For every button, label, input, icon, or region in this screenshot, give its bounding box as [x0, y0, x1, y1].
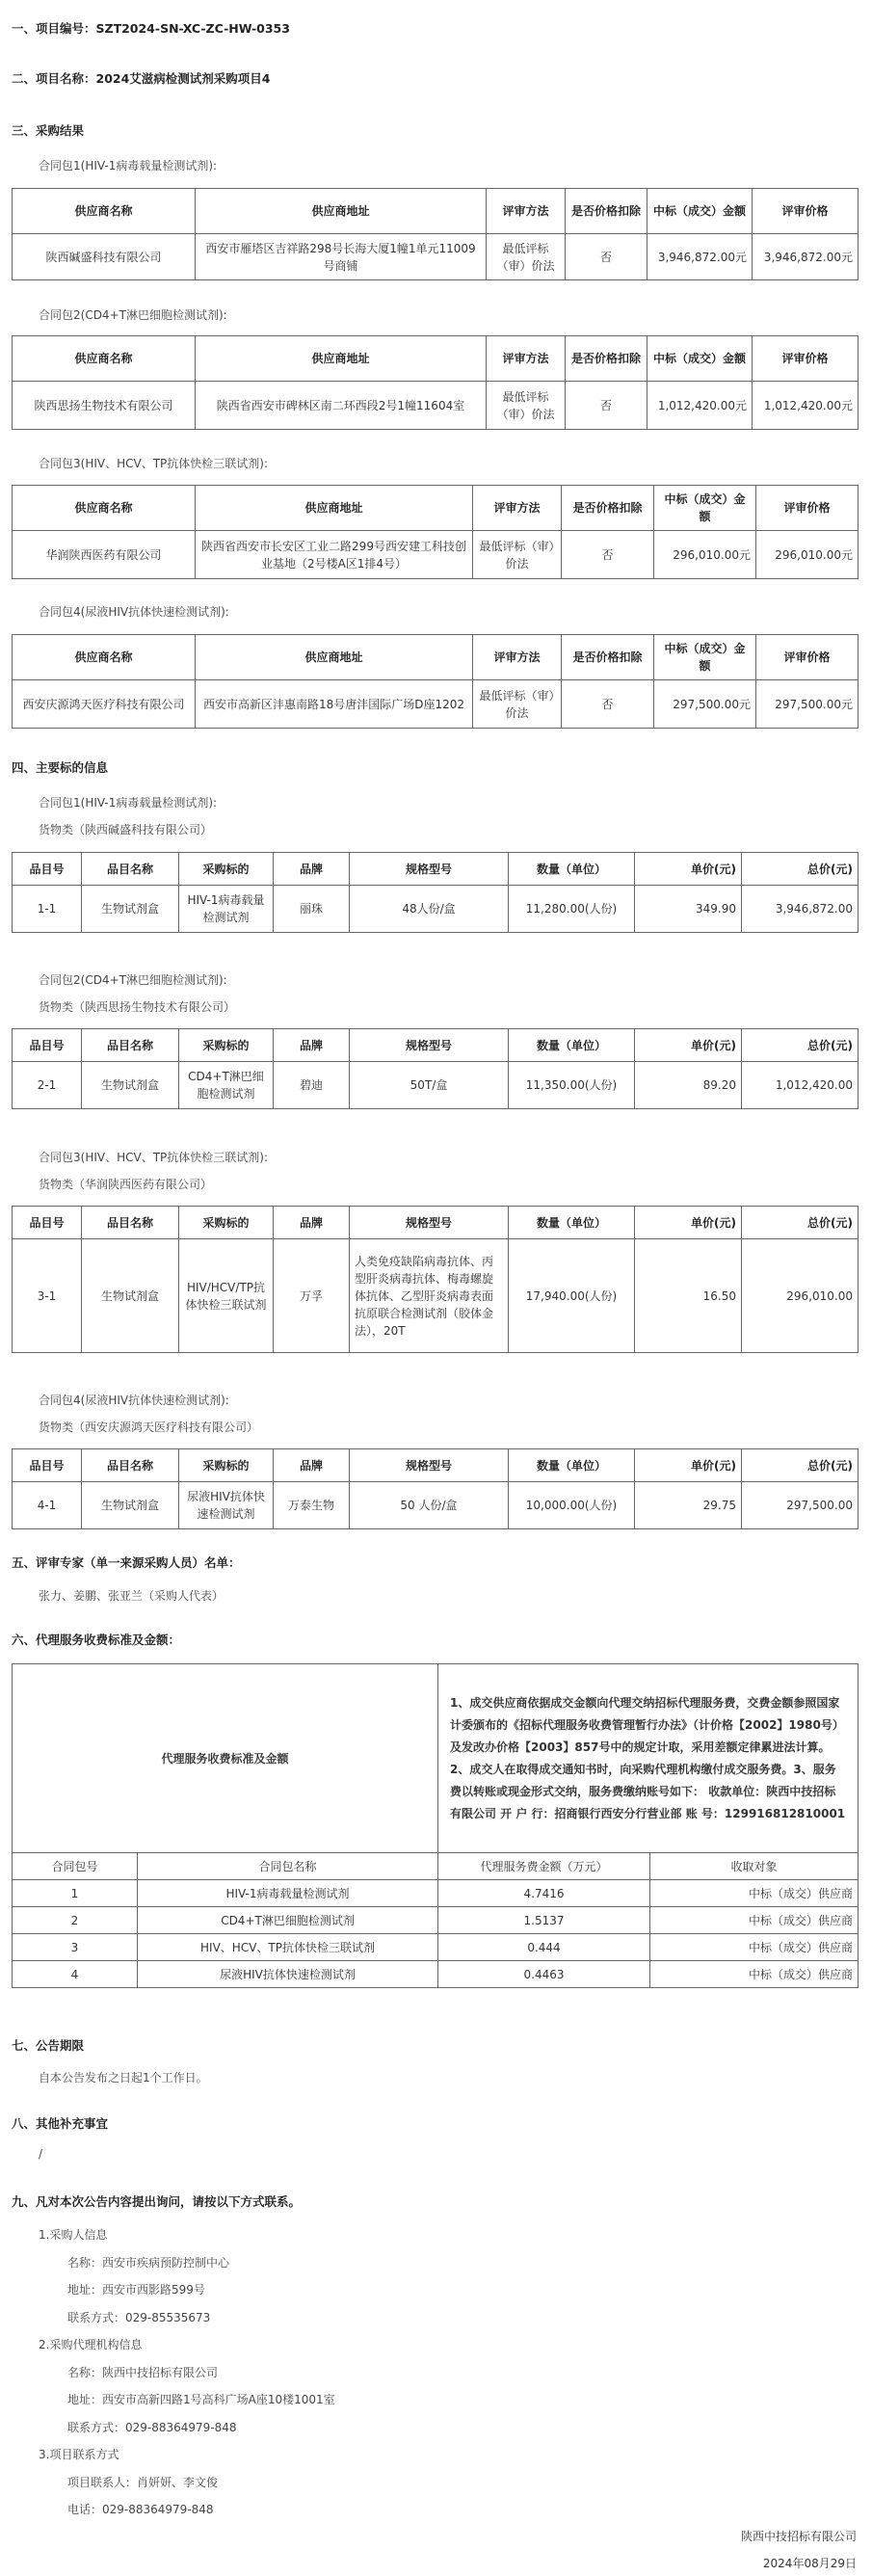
item-spec: 50 人份/盒	[350, 1482, 509, 1529]
agency-name: 名称：陕西中技招标有限公司	[67, 2366, 219, 2379]
header-item-name: 品目名称	[82, 1207, 179, 1239]
header-item-name: 品目名称	[82, 1449, 179, 1482]
header-target: 采购标的	[179, 1207, 274, 1239]
header-address: 供应商地址	[196, 336, 487, 382]
item-target: 尿液HIV抗体快速检测试剂	[179, 1482, 274, 1529]
header-spec: 规格型号	[350, 1449, 509, 1482]
header-unit-price: 单价(元)	[635, 853, 742, 886]
project-name: 二、项目名称：2024艾滋病检测试剂采购项目4	[12, 71, 271, 86]
results-package-title: 合同包4(尿液HIV抗体快速检测试剂):	[39, 605, 229, 619]
item-spec: 50T/盒	[350, 1062, 509, 1109]
fee-target: 中标（成交）供应商	[650, 1961, 859, 1988]
price-deduct: 否	[566, 234, 647, 280]
section-other-title: 八、其他补充事宜	[12, 2116, 109, 2131]
item-unit-price: 349.90	[635, 886, 742, 933]
item-qty: 11,350.00(人份)	[509, 1062, 635, 1109]
results-table	[12, 634, 859, 729]
item-no: 4-1	[13, 1482, 82, 1529]
agency-title: 2.采购代理机构信息	[39, 2338, 143, 2351]
project-contact-people: 项目联系人：肖妍妍、李文俊	[67, 2476, 219, 2489]
agency-address: 地址：西安市高新四路1号高科广场A座10楼1001室	[67, 2393, 335, 2406]
items-package-title: 合同包1(HIV-1病毒载量检测试剂):	[39, 796, 218, 810]
item-total-price: 1,012,420.00	[742, 1062, 859, 1109]
section-experts-title: 五、评审专家（单一来源采购人员）名单：	[12, 1555, 241, 1570]
item-no: 2-1	[13, 1062, 82, 1109]
header-qty: 数量（单位）	[509, 1449, 635, 1482]
header-address: 供应商地址	[196, 189, 487, 234]
results-package-title: 合同包2(CD4+T淋巴细胞检测试剂):	[39, 308, 227, 322]
results-table	[12, 485, 859, 579]
item-total-price: 3,946,872.00	[742, 886, 859, 933]
other-text: /	[39, 2147, 43, 2161]
header-supplier: 供应商名称	[13, 486, 196, 531]
fee-standard-description: 1、成交供应商依据成交金额向代理交纳招标代理服务费，交费金额参照国家计委颁布的《招标代理服务收费管理暂行办法》（计价格【2002】1980号）及发改办价格【2003】857号中的规定计取，采用差额定律累进法计算。2、成交人在取得成交通知书时，向采购代理机构缴付成交服务费。3、服务费以转账或现金形式交纳，服务费缴纳账号如下： 收款单位：陕西中技招标有限公司 开 户 行：招商银行西安分行营业部 账 号：129916812810001	[438, 1664, 859, 1853]
header-item-no: 品目号	[13, 853, 82, 886]
header-deduct: 是否价格扣除	[566, 336, 647, 382]
supplier-name: 华润陕西医药有限公司	[13, 531, 196, 579]
header-fee-amount: 代理服务费金额（万元）	[438, 1853, 650, 1880]
items-table	[12, 1028, 859, 1109]
header-target: 采购标的	[179, 1029, 274, 1062]
items-package-title: 合同包2(CD4+T淋巴细胞检测试剂):	[39, 973, 227, 987]
agency-phone: 联系方式：029-88364979-848	[67, 2421, 237, 2434]
section-results-title: 三、采购结果	[12, 123, 85, 138]
purchaser-phone: 联系方式：029-85535673	[67, 2311, 211, 2324]
item-no: 3-1	[13, 1239, 82, 1353]
header-target: 采购标的	[179, 1449, 274, 1482]
items-package-category: 货物类（西安庆源鸿天医疗科技有限公司）	[39, 1421, 259, 1434]
purchaser-title: 1.采购人信息	[39, 2228, 108, 2242]
header-item-name: 品目名称	[82, 853, 179, 886]
purchaser-name: 名称：西安市疾病预防控制中心	[67, 2256, 230, 2270]
item-name: 生物试剂盒	[82, 886, 179, 933]
items-table	[12, 852, 859, 933]
header-method: 评审方法	[487, 336, 566, 382]
supplier-address: 陕西省西安市长安区工业二路299号西安建工科技创业基地（2号楼A区1排4号）	[196, 531, 473, 579]
fee-amount: 0.4463	[438, 1961, 650, 1988]
header-fee-target: 收取对象	[650, 1853, 859, 1880]
header-price: 评审价格	[753, 336, 859, 382]
item-brand: 碧迪	[274, 1062, 350, 1109]
project-number: 一、项目编号：SZT2024-SN-XC-ZC-HW-0353	[12, 21, 290, 36]
header-method: 评审方法	[473, 635, 562, 680]
fee-package-name: HIV-1病毒载量检测试剂	[138, 1880, 438, 1907]
fee-standard-label: 代理服务收费标准及金额	[13, 1664, 438, 1853]
price-deduct: 否	[566, 382, 647, 430]
item-target: HIV/HCV/TP抗体快检三联试剂	[179, 1239, 274, 1353]
results-package-title: 合同包1(HIV-1病毒载量检测试剂):	[39, 159, 218, 173]
header-item-no: 品目号	[13, 1207, 82, 1239]
item-brand: 丽珠	[274, 886, 350, 933]
section-items-title: 四、主要标的信息	[12, 760, 109, 775]
header-deduct: 是否价格扣除	[562, 635, 654, 680]
supplier-address: 陕西省西安市碑林区南二环西段2号1幢11604室	[196, 382, 487, 430]
supplier-address: 西安市雁塔区吉祥路298号长海大厦1幢1单元11009号商铺	[196, 234, 487, 280]
fee-target: 中标（成交）供应商	[650, 1907, 859, 1934]
fee-package-no: 2	[13, 1907, 138, 1934]
header-deduct: 是否价格扣除	[566, 189, 647, 234]
header-address: 供应商地址	[196, 486, 473, 531]
fee-package-name: HIV、HCV、TP抗体快检三联试剂	[138, 1934, 438, 1961]
item-spec: 48人份/盒	[350, 886, 509, 933]
item-unit-price: 16.50	[635, 1239, 742, 1353]
fee-package-name: 尿液HIV抗体快速检测试剂	[138, 1961, 438, 1988]
header-total-price: 总价(元)	[742, 853, 859, 886]
header-package-name: 合同包名称	[138, 1853, 438, 1880]
item-unit-price: 29.75	[635, 1482, 742, 1529]
purchaser-address: 地址：西安市西影路599号	[67, 2283, 205, 2297]
fee-package-name: CD4+T淋巴细胞检测试剂	[138, 1907, 438, 1934]
supplier-name: 西安庆源鸿天医疗科技有限公司	[13, 680, 196, 729]
header-amount: 中标（成交）金额	[654, 486, 756, 531]
header-deduct: 是否价格扣除	[562, 486, 654, 531]
project-contact-title: 3.项目联系方式	[39, 2448, 119, 2461]
header-package-no: 合同包号	[13, 1853, 138, 1880]
item-name: 生物试剂盒	[82, 1482, 179, 1529]
item-spec: 人类免疫缺陷病毒抗体、丙型肝炎病毒抗体、梅毒螺旋体抗体、乙型肝炎病毒表面抗原联合检测试剂（胶体金法），20T	[350, 1239, 509, 1353]
header-address: 供应商地址	[196, 635, 473, 680]
section-contact-title: 九、凡对本次公告内容提出询问，请按以下方式联系。	[12, 2194, 302, 2209]
header-qty: 数量（单位）	[509, 1029, 635, 1062]
item-total-price: 296,010.00	[742, 1239, 859, 1353]
item-name: 生物试剂盒	[82, 1062, 179, 1109]
review-price: 1,012,420.00元	[753, 382, 859, 430]
experts-list: 张力、姜鹏、张亚兰（采购人代表）	[39, 1589, 225, 1603]
header-price: 评审价格	[753, 189, 859, 234]
award-amount: 297,500.00元	[654, 680, 756, 729]
header-unit-price: 单价(元)	[635, 1449, 742, 1482]
header-total-price: 总价(元)	[742, 1207, 859, 1239]
item-qty: 10,000.00(人份)	[509, 1482, 635, 1529]
fee-package-no: 1	[13, 1880, 138, 1907]
items-package-title: 合同包3(HIV、HCV、TP抗体快检三联试剂):	[39, 1151, 268, 1164]
review-price: 296,010.00元	[756, 531, 859, 579]
footer-date: 2024年08月29日	[762, 2557, 857, 2570]
header-unit-price: 单价(元)	[635, 1029, 742, 1062]
header-brand: 品牌	[274, 1207, 350, 1239]
fee-target: 中标（成交）供应商	[650, 1934, 859, 1961]
fee-package-no: 4	[13, 1961, 138, 1988]
results-table	[12, 188, 859, 280]
fee-amount: 0.444	[438, 1934, 650, 1961]
header-target: 采购标的	[179, 853, 274, 886]
item-qty: 17,940.00(人份)	[509, 1239, 635, 1353]
header-unit-price: 单价(元)	[635, 1207, 742, 1239]
items-package-category: 货物类（陕西思扬生物技术有限公司）	[39, 1000, 236, 1014]
fee-target: 中标（成交）供应商	[650, 1880, 859, 1907]
item-target: CD4+T淋巴细胞检测试剂	[179, 1062, 274, 1109]
fee-table	[12, 1663, 859, 1988]
item-target: HIV-1病毒载量检测试剂	[179, 886, 274, 933]
header-total-price: 总价(元)	[742, 1029, 859, 1062]
items-table	[12, 1448, 859, 1529]
header-qty: 数量（单位）	[509, 1207, 635, 1239]
header-brand: 品牌	[274, 1029, 350, 1062]
item-name: 生物试剂盒	[82, 1239, 179, 1353]
header-amount: 中标（成交）金额	[647, 189, 753, 234]
review-method: 最低评标（审）价法	[487, 234, 566, 280]
header-supplier: 供应商名称	[13, 635, 196, 680]
fee-amount: 4.7416	[438, 1880, 650, 1907]
results-package-title: 合同包3(HIV、HCV、TP抗体快检三联试剂):	[39, 457, 268, 470]
footer-org: 陕西中技招标有限公司	[740, 2530, 857, 2543]
price-deduct: 否	[562, 680, 654, 729]
award-amount: 1,012,420.00元	[647, 382, 753, 430]
header-brand: 品牌	[274, 853, 350, 886]
item-total-price: 297,500.00	[742, 1482, 859, 1529]
fee-package-no: 3	[13, 1934, 138, 1961]
item-qty: 11,280.00(人份)	[509, 886, 635, 933]
header-amount: 中标（成交）金额	[654, 635, 756, 680]
items-package-category: 货物类（华润陕西医药有限公司）	[39, 1178, 213, 1191]
results-table	[12, 335, 859, 430]
review-method: 最低评标（审）价法	[473, 531, 562, 579]
header-price: 评审价格	[756, 635, 859, 680]
review-price: 3,946,872.00元	[753, 234, 859, 280]
header-spec: 规格型号	[350, 1029, 509, 1062]
supplier-address: 西安市高新区沣惠南路18号唐沣国际广场D座1202	[196, 680, 473, 729]
item-unit-price: 89.20	[635, 1062, 742, 1109]
header-qty: 数量（单位）	[509, 853, 635, 886]
supplier-name: 陕西碱盛科技有限公司	[13, 234, 196, 280]
header-amount: 中标（成交）金额	[647, 336, 753, 382]
section-period-title: 七、公告期限	[12, 2038, 85, 2053]
header-brand: 品牌	[274, 1449, 350, 1482]
header-item-no: 品目号	[13, 1029, 82, 1062]
review-method: 最低评标（审）价法	[487, 382, 566, 430]
review-method: 最低评标（审）价法	[473, 680, 562, 729]
header-spec: 规格型号	[350, 853, 509, 886]
header-spec: 规格型号	[350, 1207, 509, 1239]
header-item-name: 品目名称	[82, 1029, 179, 1062]
section-fee-title: 六、代理服务收费标准及金额：	[12, 1633, 181, 1647]
items-package-title: 合同包4(尿液HIV抗体快速检测试剂):	[39, 1394, 229, 1407]
header-supplier: 供应商名称	[13, 189, 196, 234]
header-item-no: 品目号	[13, 1449, 82, 1482]
fee-amount: 1.5137	[438, 1907, 650, 1934]
award-amount: 296,010.00元	[654, 531, 756, 579]
supplier-name: 陕西思扬生物技术有限公司	[13, 382, 196, 430]
header-supplier: 供应商名称	[13, 336, 196, 382]
price-deduct: 否	[562, 531, 654, 579]
review-price: 297,500.00元	[756, 680, 859, 729]
item-no: 1-1	[13, 886, 82, 933]
header-method: 评审方法	[473, 486, 562, 531]
project-contact-phone: 电话：029-88364979-848	[67, 2503, 214, 2516]
award-amount: 3,946,872.00元	[647, 234, 753, 280]
item-brand: 万泰生物	[274, 1482, 350, 1529]
item-brand: 万孚	[274, 1239, 350, 1353]
items-table	[12, 1206, 859, 1353]
header-total-price: 总价(元)	[742, 1449, 859, 1482]
items-package-category: 货物类（陕西碱盛科技有限公司）	[39, 823, 213, 837]
period-text: 自本公告发布之日起1个工作日。	[39, 2071, 208, 2085]
header-method: 评审方法	[487, 189, 566, 234]
header-price: 评审价格	[756, 486, 859, 531]
